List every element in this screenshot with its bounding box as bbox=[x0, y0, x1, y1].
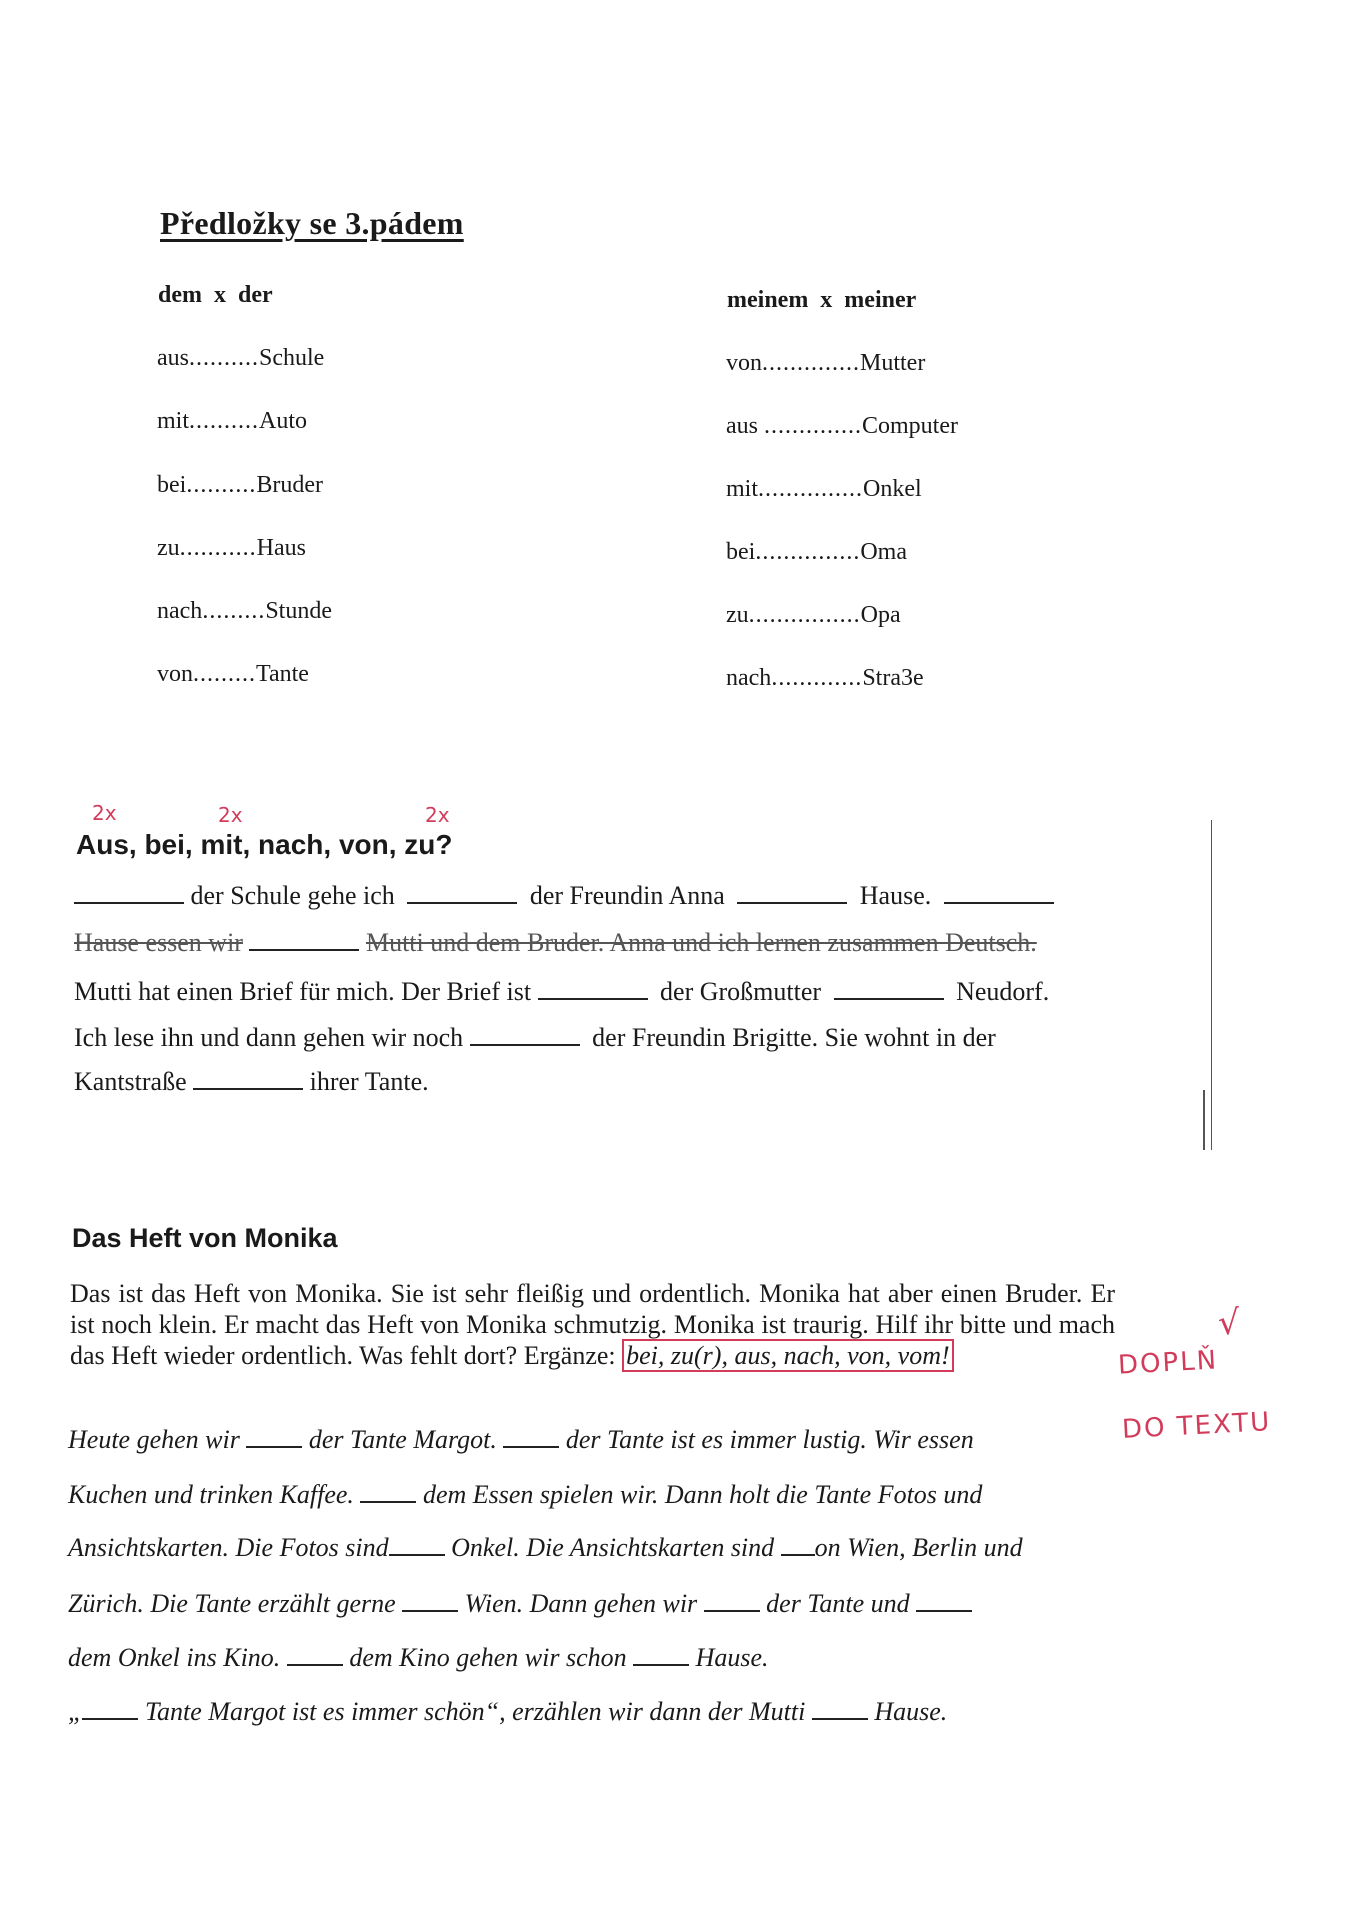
exercise-2-line-3: Ansichtskarten. Die Fotos sind Onkel. Die Ansichtskarten sind on Wien, Berlin und bbox=[68, 1533, 1023, 1562]
scan-margin-line bbox=[1211, 820, 1212, 1150]
handwritten-2x-note: 2x bbox=[218, 803, 243, 827]
right-row-2: aus ..............Computer bbox=[726, 413, 958, 439]
exercise-1-line-2: Hause essen wir Mutti und dem Bruder. Anna und ich lernen zusammen Deutsch. bbox=[74, 928, 1037, 957]
exercise-2-intro: Das ist das Heft von Monika. Sie ist sehr fleißig und ordentlich. Monika hat aber einen Bruder. Er ist noch klein. Er macht das Heft von Monika schmutzig. Monika ist traurig. Hilf ihr bitte und mach das Heft wieder ordentlich. Was fehlt dort? Ergänze: bei, zu(r), aus, nach, von, vom! bbox=[70, 1279, 1115, 1370]
left-row-3: bei..........Bruder bbox=[157, 472, 323, 498]
right-row-1: von..............Mutter bbox=[726, 350, 926, 376]
right-row-6: nach.............Stra3e bbox=[726, 665, 924, 691]
exercise-1-line-3: Mutti hat einen Brief für mich. Der Brief ist der Großmutter Neudorf. bbox=[74, 977, 1050, 1006]
word-bank: bei, zu(r), aus, nach, von, vom! bbox=[622, 1339, 954, 1372]
exercise-1-line-5: Kantstraße ihrer Tante. bbox=[74, 1067, 429, 1096]
page-title: Předložky se 3.pádem bbox=[160, 205, 464, 241]
left-row-4: zu...........Haus bbox=[157, 535, 306, 561]
right-row-4: bei...............Oma bbox=[726, 539, 907, 565]
exercise-1-line-4: Ich lese ihn und dann gehen wir noch der Freundin Brigitte. Sie wohnt in der bbox=[74, 1023, 996, 1052]
handwritten-2x-note: 2x bbox=[92, 801, 117, 825]
right-row-3: mit...............Onkel bbox=[726, 476, 922, 502]
left-row-2: mit..........Auto bbox=[157, 408, 308, 434]
exercise-2-line-4: Zürich. Die Tante erzählt gerne Wien. Dann gehen wir der Tante und bbox=[68, 1588, 972, 1619]
exercise-2-line-1: Heute gehen wir der Tante Margot. der Tante ist es immer lustig. Wir essen bbox=[68, 1425, 974, 1454]
handwritten-note-dopln: DOPLŇ bbox=[1117, 1345, 1219, 1381]
exercise-2-line-6: „ Tante Margot ist es immer schön“, erzählen wir dann der Mutti Hause. bbox=[68, 1697, 948, 1726]
exercise-1-line-1: der Schule gehe ich der Freundin Anna Hause. bbox=[74, 880, 1054, 911]
handwritten-2x-note: 2x bbox=[425, 803, 450, 827]
right-row-5: zu................Opa bbox=[726, 602, 901, 628]
handwritten-note-do-textu: DO TEXTU bbox=[1121, 1407, 1273, 1445]
checkmark-icon: √ bbox=[1216, 1302, 1243, 1344]
right-column-header: meinem x meiner bbox=[727, 287, 917, 313]
exercise-2-heading: Das Heft von Monika bbox=[72, 1223, 338, 1253]
left-row-1: aus..........Schule bbox=[157, 345, 325, 371]
exercise-2-line-2: Kuchen und trinken Kaffee. dem Essen spielen wir. Dann holt die Tante Fotos und bbox=[68, 1480, 983, 1509]
scan-margin-line bbox=[1203, 1090, 1205, 1150]
exercise-1-heading: Aus, bei, mit, nach, von, zu? bbox=[76, 829, 453, 860]
left-row-6: von.........Tante bbox=[157, 661, 309, 687]
exercise-2-line-5: dem Onkel ins Kino. dem Kino gehen wir schon Hause. bbox=[68, 1643, 769, 1672]
left-column-header: dem x der bbox=[158, 282, 273, 308]
left-row-5: nach.........Stunde bbox=[157, 598, 332, 624]
